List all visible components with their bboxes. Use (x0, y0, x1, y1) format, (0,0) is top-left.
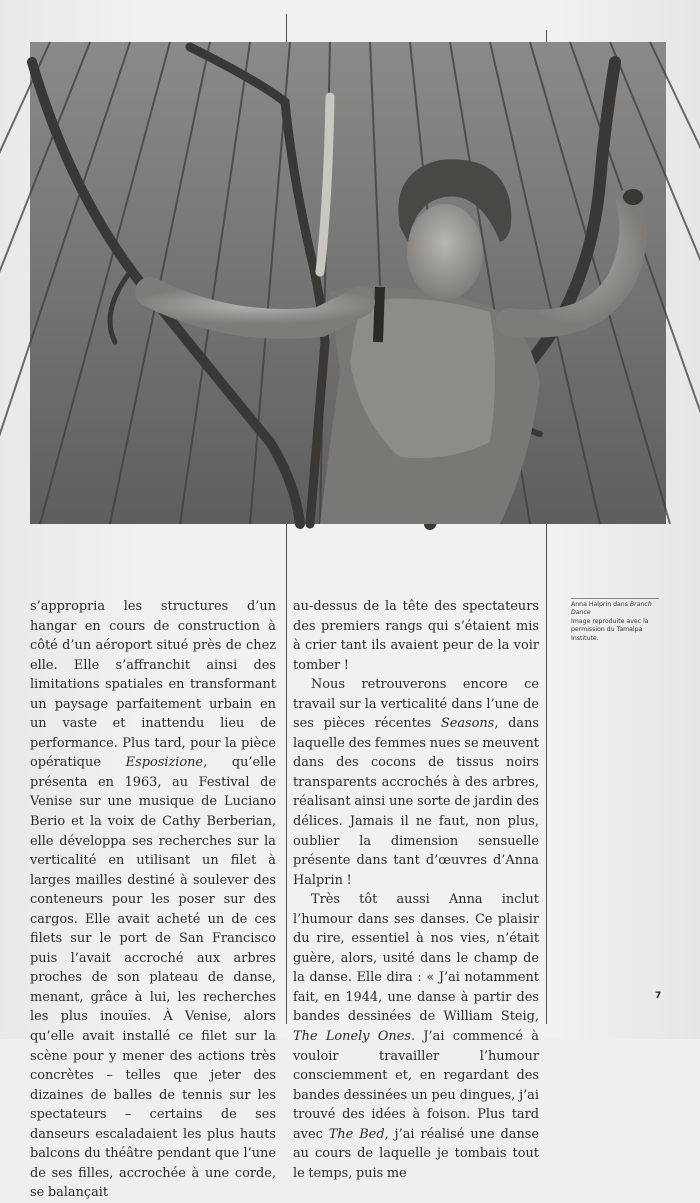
photo-caption (571, 601, 671, 643)
caption-line-3: permission du Tamalpa Institute. (571, 626, 643, 642)
col1-text-a: s’appropria les structures d’un hangar en cours de construction à côté d’un aéroport situé près de chez elle. Elle s’affranchit ainsi des limitations spatiales en transformant un paysage parfaitement urbain en un vaste et inattendu lieu de performance. Plus tard, pour la pièce opératique (30, 599, 276, 771)
caption-rule (571, 598, 659, 599)
col1-text-b: , qu’elle présenta en 1963, au Festival de Venise sur une musique de Luciano Berio et la voix de Cathy Berberian, elle développa ses recherches sur la verticalité en utilisant un filet à larges mailles destiné à soulever des conteneurs pour les poser sur des cargos. Elle avait acheté un de ces filets sur le port de San Francisco puis l’avait accroché aux arbres proches de son plateau de danse, menant, grâce à lui, les recherches les plus inouïes. À Venise, alors qu’elle avait installé ce filet sur la scène pour y mener des actions très concrètes – telles que jeter des dizaines de balles de tennis sur les spectateurs – certains de ses danseurs escaladaient les plus hauts balcons du théâtre pendant que l’une de ses filles, accrochée à une corde, se balançait (30, 755, 276, 1201)
text-column-2 (293, 597, 539, 1183)
col2-title-seasons: Seasons (440, 716, 495, 732)
col2-title-lonely-ones: The Lonely Ones (293, 1029, 411, 1045)
caption-line-2: Image reproduite avec la (571, 617, 649, 625)
caption-title: Branch Dance (571, 601, 652, 617)
col2-paragraph-1: au-dessus de la tête des spectateurs des premiers rangs qui s’étaient mis à crier tant ils avaient peur de la voir tomber ! (293, 599, 539, 673)
page-number: 7 (655, 991, 662, 1001)
column-rule-bottom-left (286, 524, 287, 1024)
text-column-1 (30, 597, 276, 1203)
col2-p3-text-a: Très tôt aussi Anna inclut l’humour dans ses danses. Ce plaisir du rire, essentiel à nos vies, n’était guère, alors, usité dans le champ de la danse. Elle dira : « J’ai notamment fait, en 1944, une danse à partir des bandes dessinées de William Steig, (293, 892, 539, 1025)
dancer-photo (30, 42, 666, 524)
col2-p2-text-a: Nous retrouverons encore ce travail sur la verticalité dans l’une de ses pièces récentes (293, 677, 539, 732)
column-rule-bottom-right (546, 524, 547, 1024)
col2-p3-text-c: , j’ai réalisé une danse au cours de laquelle je tombais tout le temps, puis me (293, 1126, 539, 1181)
column-rule-top-right (546, 30, 547, 42)
col2-p3-text-b: . J’ai commencé à vouloir travailler l’humour consciemment et, en regardant des bandes dessinées un peu dingues, j’ai trouvé des idées à foison. Plus tard avec (293, 1029, 539, 1142)
col1-title-esposizione: Esposizione (125, 755, 204, 771)
col2-p2-text-b: , dans laquelle des femmes nues se meuvent dans des cocons de tissus noirs transparents accrochés à des arbres, réalisant ainsi une sorte de jardin des délices. Jamais il ne faut, non plus, oublier la dimension sensuelle présente dans tant d’œuvres d’Anna Halprin ! (293, 716, 539, 888)
column-rule-top-left (286, 14, 287, 42)
caption-line-1: Anna Halprin dans (571, 601, 630, 608)
col2-title-the-bed: The Bed (328, 1126, 385, 1142)
